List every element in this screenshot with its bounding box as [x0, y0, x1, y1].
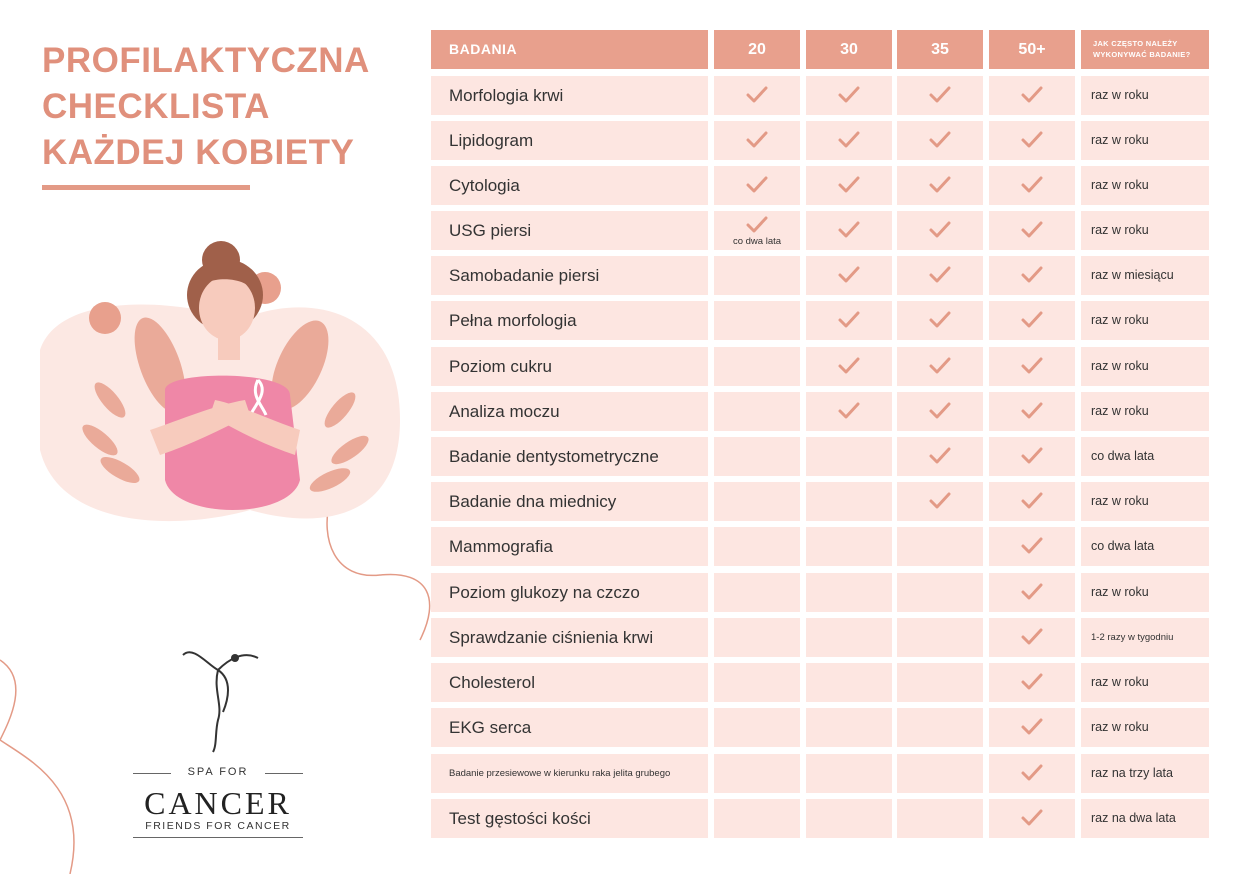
check-icon — [837, 310, 861, 330]
check-icon — [1020, 446, 1044, 466]
check-icon — [928, 491, 952, 511]
age-30-cell — [806, 618, 892, 657]
check-icon — [1020, 265, 1044, 285]
exam-name: Badanie przesiewowe w kierunku raka jelita grubego — [449, 768, 671, 779]
age-50plus-cell — [989, 573, 1075, 612]
check-icon — [837, 175, 861, 195]
frequency-text: raz w roku — [1091, 720, 1149, 734]
header-age-20: 20 — [714, 30, 800, 69]
exam-name: Badanie dentystometryczne — [449, 447, 659, 466]
age-30-cell — [806, 166, 892, 205]
age-30-cell — [806, 211, 892, 250]
age-50plus-cell — [989, 482, 1075, 521]
age-20-cell — [714, 663, 800, 702]
frequency-text: raz w roku — [1091, 133, 1149, 147]
check-icon — [1020, 808, 1044, 828]
check-icon — [837, 265, 861, 285]
age-30-cell — [806, 392, 892, 431]
check-icon — [928, 446, 952, 466]
age-35-cell — [897, 392, 983, 431]
age-30-cell — [806, 347, 892, 386]
exam-name: Test gęstości kości — [449, 809, 591, 828]
age-50plus-cell — [989, 301, 1075, 340]
check-icon — [928, 220, 952, 240]
frequency-cell — [1081, 799, 1209, 838]
exam-name: Poziom glukozy na czczo — [449, 583, 640, 602]
age-30-cell — [806, 663, 892, 702]
age-20-cell — [714, 211, 800, 250]
check-icon — [928, 356, 952, 376]
check-icon — [1020, 491, 1044, 511]
frequency-text: co dwa lata — [1091, 539, 1155, 553]
frequency-cell — [1081, 618, 1209, 657]
header-age-30: 30 — [806, 30, 892, 69]
check-icon — [837, 356, 861, 376]
age-35-cell — [897, 754, 983, 793]
age-20-cell — [714, 166, 800, 205]
check-icon — [1020, 175, 1044, 195]
exam-name: EKG serca — [449, 718, 532, 737]
frequency-note: co dwa lata — [732, 236, 782, 247]
exam-cell — [431, 799, 708, 838]
frequency-cell — [1081, 663, 1209, 702]
logo-top-text: SPA FOR — [187, 766, 249, 778]
age-35-cell — [897, 799, 983, 838]
age-20-cell — [714, 76, 800, 115]
age-50plus-cell — [989, 76, 1075, 115]
check-icon — [1020, 220, 1044, 240]
title-underline — [42, 185, 250, 190]
exam-name: Lipidogram — [449, 131, 534, 150]
check-icon — [928, 401, 952, 421]
age-50plus-cell — [989, 166, 1075, 205]
header-badania: BADANIA — [431, 30, 708, 69]
frequency-cell — [1081, 256, 1209, 295]
check-icon — [1020, 85, 1044, 105]
frequency-text: raz w roku — [1091, 494, 1149, 508]
frequency-cell — [1081, 211, 1209, 250]
frequency-cell — [1081, 708, 1209, 747]
age-20-cell — [714, 347, 800, 386]
logo-sub-text: FRIENDS FOR CANCER — [145, 820, 291, 832]
exam-cell — [431, 618, 708, 657]
check-icon — [1020, 627, 1044, 647]
age-50plus-cell — [989, 121, 1075, 160]
age-30-cell — [806, 121, 892, 160]
frequency-text: raz w roku — [1091, 178, 1149, 192]
age-20-cell — [714, 573, 800, 612]
check-icon — [1020, 536, 1044, 556]
age-35-cell — [897, 573, 983, 612]
exam-name: Cytologia — [449, 176, 520, 195]
age-20-cell — [714, 527, 800, 566]
age-50plus-cell — [989, 754, 1075, 793]
exam-name: Badanie dna miednicy — [449, 492, 617, 511]
frequency-cell — [1081, 754, 1209, 793]
check-icon — [928, 130, 952, 150]
age-30-cell — [806, 301, 892, 340]
check-icon — [1020, 717, 1044, 737]
frequency-text: raz w roku — [1091, 359, 1149, 373]
age-50plus-cell — [989, 211, 1075, 250]
age-50plus-cell — [989, 663, 1075, 702]
age-50plus-cell — [989, 437, 1075, 476]
exam-cell — [431, 76, 708, 115]
exam-cell — [431, 663, 708, 702]
header-frequency: JAK CZĘSTO NALEŻY WYKONYWAĆ BADANIE? — [1081, 30, 1209, 69]
logo-bottom-rule — [133, 837, 303, 838]
exam-name: Pełna morfologia — [449, 311, 577, 330]
exam-cell — [431, 256, 708, 295]
check-icon — [1020, 130, 1044, 150]
frequency-text: raz w roku — [1091, 88, 1149, 102]
check-icon — [745, 215, 769, 235]
dancer-figure-icon — [173, 640, 263, 755]
check-icon — [837, 220, 861, 240]
header-age-50plus: 50+ — [989, 30, 1075, 69]
frequency-text: raz w roku — [1091, 313, 1149, 327]
title-line-2: CHECKLISTA — [42, 87, 270, 126]
check-icon — [928, 85, 952, 105]
exam-name: Sprawdzanie ciśnienia krwi — [449, 628, 654, 647]
frequency-text: raz w miesiącu — [1091, 268, 1174, 282]
age-50plus-cell — [989, 347, 1075, 386]
check-icon — [928, 310, 952, 330]
age-20-cell — [714, 256, 800, 295]
header-age-35: 35 — [897, 30, 983, 69]
age-20-cell — [714, 437, 800, 476]
woman-illustration — [0, 230, 440, 660]
frequency-cell — [1081, 527, 1209, 566]
frequency-cell — [1081, 76, 1209, 115]
age-30-cell — [806, 799, 892, 838]
check-icon — [745, 85, 769, 105]
age-30-cell — [806, 754, 892, 793]
age-30-cell — [806, 527, 892, 566]
age-50plus-cell — [989, 618, 1075, 657]
age-20-cell — [714, 392, 800, 431]
exam-name: Morfologia krwi — [449, 86, 564, 105]
spa-for-cancer-logo — [133, 640, 303, 840]
frequency-cell — [1081, 573, 1209, 612]
frequency-text: co dwa lata — [1091, 449, 1155, 463]
logo-main-text: CANCER — [144, 785, 292, 821]
age-30-cell — [806, 256, 892, 295]
title-line-1: PROFILAKTYCZNA — [42, 41, 370, 80]
age-50plus-cell — [989, 392, 1075, 431]
age-50plus-cell — [989, 256, 1075, 295]
age-35-cell — [897, 347, 983, 386]
age-35-cell — [897, 256, 983, 295]
age-35-cell — [897, 121, 983, 160]
age-35-cell — [897, 708, 983, 747]
exam-name: Poziom cukru — [449, 357, 552, 376]
age-50plus-cell — [989, 527, 1075, 566]
frequency-cell — [1081, 482, 1209, 521]
exam-cell — [431, 347, 708, 386]
check-icon — [1020, 310, 1044, 330]
age-30-cell — [806, 708, 892, 747]
age-50plus-cell — [989, 708, 1075, 747]
exam-cell — [431, 527, 708, 566]
exam-name: USG piersi — [449, 221, 532, 240]
exam-cell — [431, 211, 708, 250]
age-35-cell — [897, 527, 983, 566]
age-30-cell — [806, 76, 892, 115]
age-20-cell — [714, 618, 800, 657]
age-35-cell — [897, 663, 983, 702]
frequency-text: raz na trzy lata — [1091, 766, 1173, 780]
check-icon — [1020, 582, 1044, 602]
frequency-text: raz w roku — [1091, 585, 1149, 599]
frequency-cell — [1081, 166, 1209, 205]
age-20-cell — [714, 754, 800, 793]
age-35-cell — [897, 76, 983, 115]
age-35-cell — [897, 211, 983, 250]
exam-name: Analiza moczu — [449, 402, 560, 421]
age-35-cell — [897, 166, 983, 205]
age-20-cell — [714, 482, 800, 521]
exam-cell — [431, 482, 708, 521]
exam-cell — [431, 754, 708, 793]
exam-cell — [431, 301, 708, 340]
exam-cell — [431, 121, 708, 160]
exam-name: Mammografia — [449, 537, 553, 556]
age-35-cell — [897, 301, 983, 340]
check-icon — [1020, 356, 1044, 376]
title-line-3: KAŻDEJ KOBIETY — [42, 133, 355, 172]
check-icon — [745, 130, 769, 150]
frequency-cell — [1081, 392, 1209, 431]
exam-cell — [431, 573, 708, 612]
exam-cell — [431, 166, 708, 205]
check-icon — [745, 175, 769, 195]
age-50plus-cell — [989, 799, 1075, 838]
frequency-cell — [1081, 301, 1209, 340]
frequency-text: raz w roku — [1091, 404, 1149, 418]
age-35-cell — [897, 482, 983, 521]
check-icon — [928, 265, 952, 285]
age-35-cell — [897, 618, 983, 657]
exam-cell — [431, 392, 708, 431]
check-icon — [1020, 401, 1044, 421]
age-20-cell — [714, 301, 800, 340]
frequency-text: raz na dwa lata — [1091, 811, 1176, 825]
frequency-cell — [1081, 121, 1209, 160]
exam-cell — [431, 437, 708, 476]
exam-name: Samobadanie piersi — [449, 266, 600, 285]
frequency-cell — [1081, 437, 1209, 476]
age-20-cell — [714, 121, 800, 160]
check-icon — [837, 130, 861, 150]
page-title — [42, 38, 422, 176]
age-30-cell — [806, 437, 892, 476]
age-20-cell — [714, 799, 800, 838]
check-icon — [928, 175, 952, 195]
frequency-text: 1-2 razy w tygodniu — [1091, 632, 1174, 643]
frequency-text: raz w roku — [1091, 223, 1149, 237]
age-30-cell — [806, 482, 892, 521]
exam-name: Cholesterol — [449, 673, 535, 692]
age-30-cell — [806, 573, 892, 612]
exam-cell — [431, 708, 708, 747]
frequency-text: raz w roku — [1091, 675, 1149, 689]
check-icon — [837, 401, 861, 421]
check-icon — [1020, 672, 1044, 692]
age-35-cell — [897, 437, 983, 476]
frequency-cell — [1081, 347, 1209, 386]
check-icon — [1020, 763, 1044, 783]
age-20-cell — [714, 708, 800, 747]
check-icon — [837, 85, 861, 105]
